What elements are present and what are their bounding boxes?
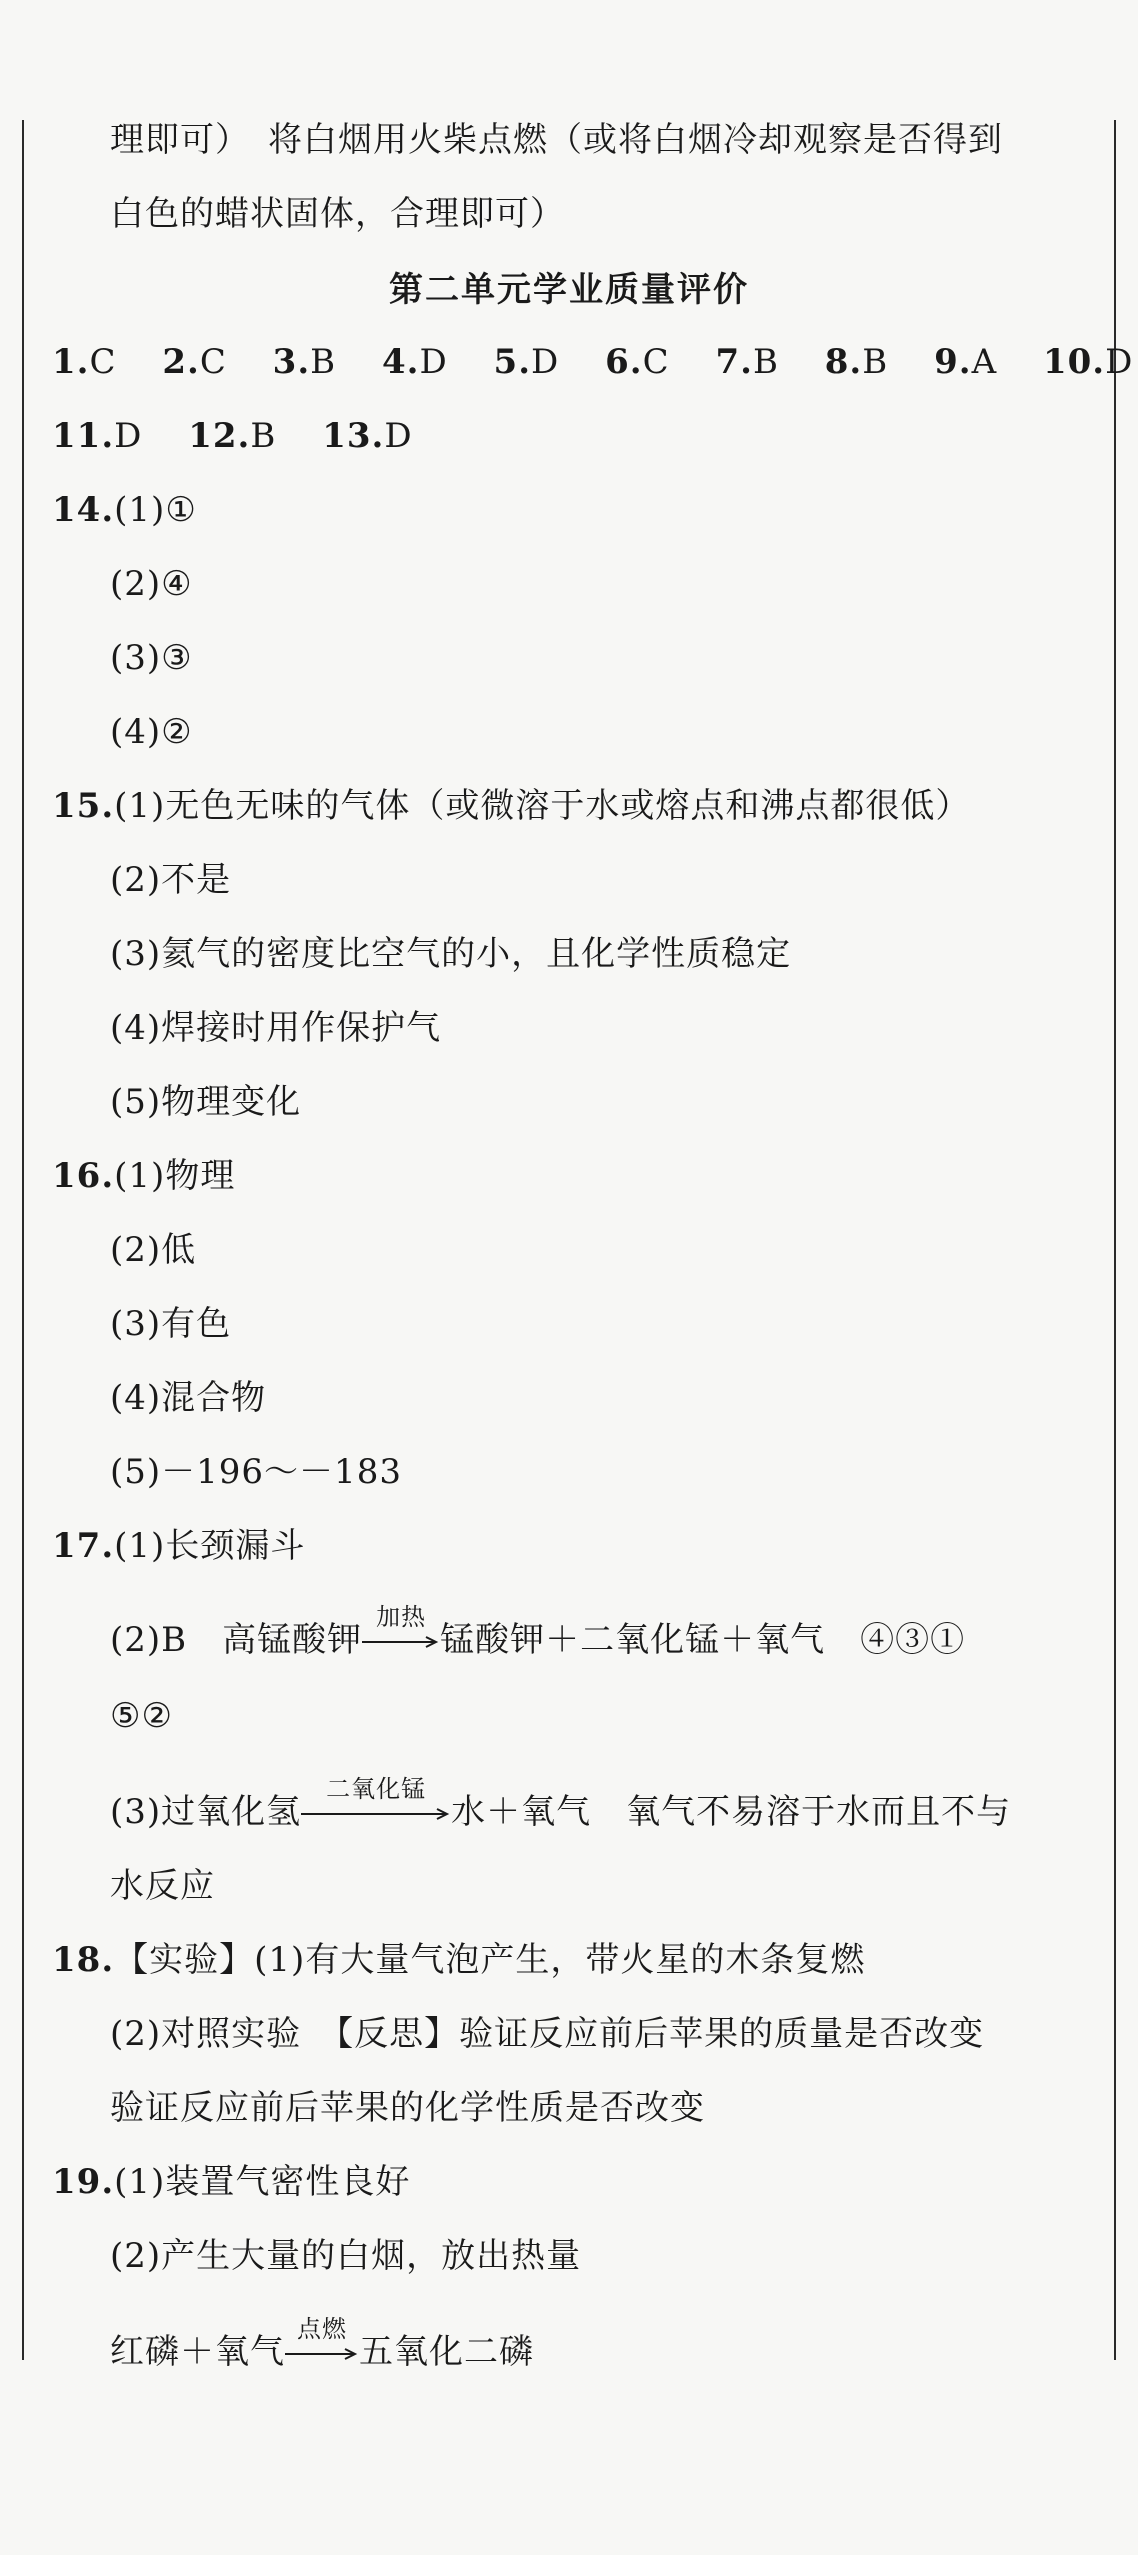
mc-item: 6.C <box>605 342 670 382</box>
q14-part-3: (3)③ <box>110 638 193 678</box>
mc-answers-row-2 <box>52 414 413 458</box>
mc-item: 5.D <box>493 342 560 382</box>
q15-part-4: (4)焊接时用作保护气 <box>110 1008 442 1048</box>
q17-part-3-continued: 水反应 <box>110 1866 215 1906</box>
q14-number: 14. <box>52 490 115 530</box>
q18-number: 18. <box>52 1940 115 1980</box>
q17-number: 17. <box>52 1526 115 1566</box>
intro-line-1: 理即可） 将白烟用火柴点燃（或将白烟冷却观察是否得到 <box>110 120 1003 160</box>
q16-part-5: (5)－196～－183 <box>110 1452 402 1492</box>
mc-item: 7.B <box>715 342 779 382</box>
mc-answers-row-1 <box>52 340 1133 384</box>
q17-part-2-continued: ⑤② <box>110 1696 173 1736</box>
left-border-rule <box>22 120 24 2360</box>
q14-part-2: (2)④ <box>110 564 193 604</box>
q16-part-3: (3)有色 <box>110 1304 232 1344</box>
reaction-arrow <box>301 1775 451 1836</box>
q14-part-1: 14.(1)① <box>52 490 197 530</box>
q16-part-1: 16.(1)物理 <box>52 1156 236 1196</box>
q19-part-2: (2)产生大量的白烟，放出热量 <box>110 2236 582 2276</box>
q18-part-3: 验证反应前后苹果的化学性质是否改变 <box>110 2088 705 2128</box>
q19-part-1: 19.(1)装置气密性良好 <box>52 2162 411 2202</box>
reaction-condition: 二氧化锰 <box>326 1775 427 1803</box>
section-title: 第二单元学业质量评价 <box>389 270 749 310</box>
mc-item: 8.B <box>824 342 889 382</box>
mc-item: 10.D <box>1042 342 1134 382</box>
reaction-arrow <box>362 1603 440 1664</box>
q16-number: 16. <box>52 1156 115 1196</box>
q15-part-5: (5)物理变化 <box>110 1082 302 1122</box>
q15-part-2: (2)不是 <box>110 860 232 900</box>
intro-line-2: 白色的蜡状固体，合理即可） <box>110 194 565 234</box>
mc-item: 11.D <box>52 416 143 456</box>
q19-number: 19. <box>52 2162 115 2202</box>
q18-part-1: 18.【实验】(1)有大量气泡产生，带火星的木条复燃 <box>52 1940 866 1980</box>
mc-item: 2.C <box>162 342 227 382</box>
q14-part-4: (4)② <box>110 712 193 752</box>
q17-part-3-equation: (3)过氧化氢 二氧化锰 水＋氧气 氧气不易溶于水而且不与 <box>110 1790 1011 1836</box>
mc-item: 13.D <box>322 416 413 456</box>
mc-item: 1.C <box>52 342 117 382</box>
mc-item: 3.B <box>272 342 337 382</box>
reaction-arrow <box>285 2315 359 2376</box>
q18-part-2: (2)对照实验 【反思】验证反应前后苹果的质量是否改变 <box>110 2014 985 2054</box>
q17-part-2-equation: (2)B 高锰酸钾 加热 锰酸钾＋二氧化锰＋氧气 ④③① <box>110 1618 965 1664</box>
q17-part-1: 17.(1)长颈漏斗 <box>52 1526 306 1566</box>
mc-item: 4.D <box>381 342 448 382</box>
q15-part-3: (3)氦气的密度比空气的小，且化学性质稳定 <box>110 934 792 974</box>
q19-part-3-equation: 红磷＋氧气 点燃 五氧化二磷 <box>110 2330 534 2376</box>
mc-item: 9.A <box>934 342 998 382</box>
right-border-rule <box>1114 120 1116 2360</box>
reaction-condition: 点燃 <box>297 2315 347 2343</box>
q15-part-1: 15.(1)无色无味的气体（或微溶于水或熔点和沸点都很低） <box>52 786 971 826</box>
q16-part-2: (2)低 <box>110 1230 197 1270</box>
q16-part-4: (4)混合物 <box>110 1378 267 1418</box>
mc-item: 12.B <box>188 416 277 456</box>
reaction-condition: 加热 <box>376 1603 427 1631</box>
q15-number: 15. <box>52 786 115 826</box>
